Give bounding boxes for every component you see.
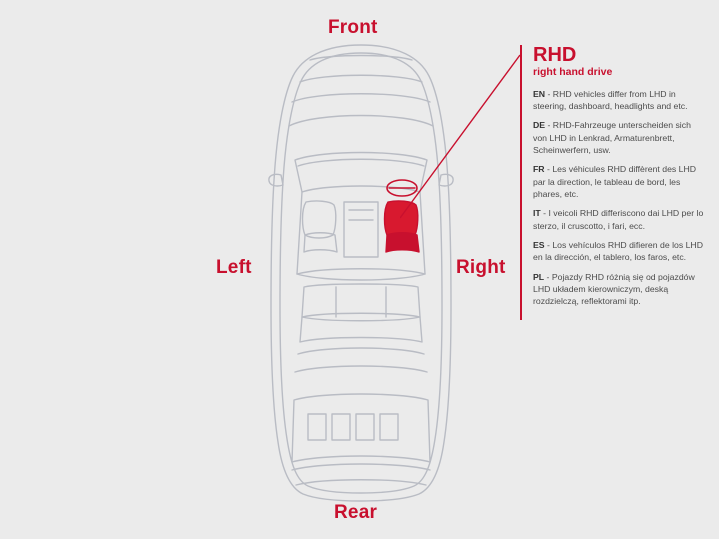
description-text-en: - RHD vehicles differ from LHD in steering, dashboard, headlights and etc.: [533, 88, 688, 111]
orientation-label-left: Left: [216, 257, 252, 278]
orientation-label-rear: Rear: [334, 502, 378, 523]
panel-subtitle: right hand drive: [533, 66, 613, 78]
lang-code-it: IT: [533, 208, 541, 219]
description-fr: [533, 163, 705, 200]
info-panel: [520, 45, 705, 320]
lang-code-es: ES: [533, 239, 545, 250]
lang-code-pl: PL: [533, 271, 545, 282]
lang-code-en: EN: [533, 88, 546, 99]
panel-title: RHD: [533, 44, 577, 66]
description-text-es: - Los vehículos RHD difieren de los LHD en la dirección, el tablero, los faros, etc.: [533, 239, 703, 263]
description-text-pl: - Pojazdy RHD różnią się od pojazdów LHD układem kierowniczym, deską rozdzielczą, reflektorami itp.: [533, 271, 695, 307]
description-text-de: - RHD-Fahrzeuge unterscheiden sich von LHD in Lenkrad, Armaturenbrett, Scheinwerfern, usw.: [533, 120, 691, 155]
description-pl: [533, 271, 705, 308]
lang-code-fr: FR: [533, 164, 545, 175]
description-es: [533, 239, 705, 264]
description-text-it: - I veicoli RHD differiscono dai LHD per lo sterzo, il cruscotto, i fari, ecc.: [533, 208, 704, 231]
description-en: [533, 88, 705, 113]
lang-code-de: DE: [533, 120, 546, 131]
description-it: [533, 207, 705, 232]
orientation-label-front: Front: [328, 17, 378, 38]
description-de: [533, 119, 705, 156]
description-text-fr: - Les véhicules RHD diffèrent des LHD par la direction, le tableau de bord, les phares, etc.: [533, 164, 697, 199]
orientation-label-right: Right: [456, 257, 506, 278]
car-top-view-illustration: [248, 42, 474, 502]
